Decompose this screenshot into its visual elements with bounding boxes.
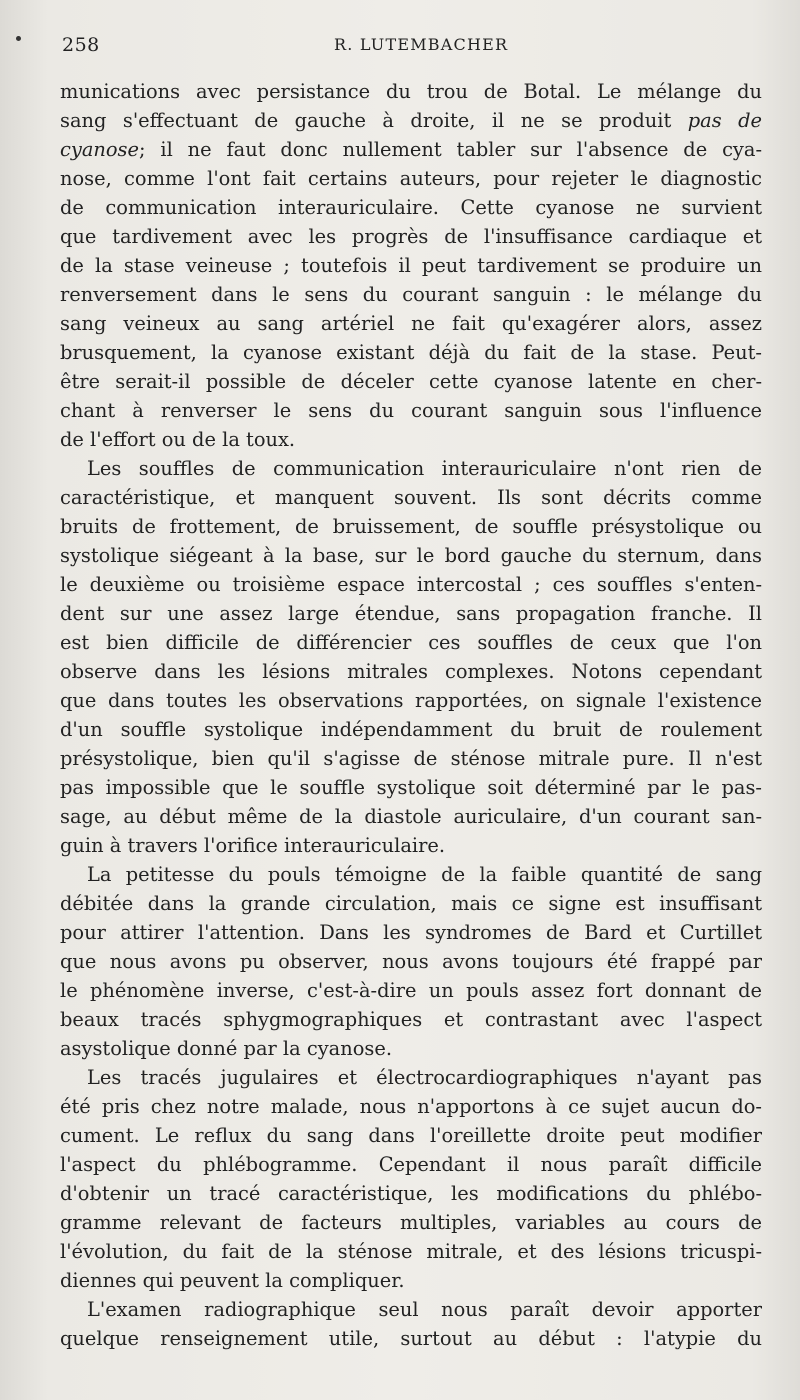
text-line: renversement dans le sens du courant sanguin : le mélange du [60,283,762,306]
text-line: diennes qui peuvent la compliquer. [60,1269,405,1292]
text-line: pas impossible que le souffle systolique soit déterminé par le pas- [60,776,762,799]
text-line: est bien difficile de différencier ces souffles de ceux que l'on [60,631,762,654]
text-line: munications avec persistance du trou de Botal. Le mélange du [60,80,762,103]
text-line: le phénomène inverse, c'est-à-dire un pouls assez fort donnant de [60,979,762,1002]
text-line: L'examen radiographique seul nous paraît devoir apporter [87,1298,762,1321]
text-line: quelque renseignement utile, surtout au début : l'atypie du [60,1327,762,1350]
text-line: présystolique, bien qu'il s'agisse de sténose mitrale pure. Il n'est [60,747,762,770]
text-line: que nous avons pu observer, nous avons toujours été frappé par [60,950,762,973]
text-line: que dans toutes les observations rapportées, on signale l'existence [60,689,762,712]
text-line: être serait-il possible de déceler cette cyanose latente en cher- [60,370,762,393]
text-line: cument. Le reflux du sang dans l'oreillette droite peut modifier [60,1124,762,1147]
text-line: le deuxième ou troisième espace intercostal ; ces souffles s'enten- [60,573,762,596]
text-line: La petitesse du pouls témoigne de la faible quantité de sang [87,863,762,886]
text-line: d'un souffle systolique indépendamment du bruit de roulement [60,718,762,741]
text-line: sage, au début même de la diastole auriculaire, d'un courant san- [60,805,762,828]
text-line: bruits de frottement, de bruissement, de souffle présystolique ou [60,515,762,538]
text-line: que tardivement avec les progrès de l'insuffisance cardiaque et [60,225,762,248]
running-head: R. LUTEMBACHER [334,35,509,54]
text-line: de la stase veineuse ; toutefois il peut tardivement se produire un [60,254,762,277]
text-line: observe dans les lésions mitrales complexes. Notons cependant [60,660,762,683]
text-line: sang s'effectuant de gauche à droite, il ne se produit pas de [60,109,762,132]
text-line: l'évolution, du fait de la sténose mitrale, et des lésions tricuspi- [60,1240,762,1263]
text-line: chant à renverser le sens du courant sanguin sous l'influence [60,399,762,422]
text-line: été pris chez notre malade, nous n'apportons à ce sujet aucun do- [60,1095,762,1118]
text-line: asystolique donné par la cyanose. [60,1037,392,1060]
text-line: dent sur une assez large étendue, sans propagation franche. Il [60,602,762,625]
text-line: guin à travers l'orifice interauriculaire. [60,834,445,857]
page-number: 258 [62,34,100,56]
text-line: débitée dans la grande circulation, mais ce signe est insuffisant [60,892,762,915]
text-line: systolique siégeant à la base, sur le bord gauche du sternum, dans [60,544,762,567]
text-line: brusquement, la cyanose existant déjà du fait de la stase. Peut- [60,341,762,364]
page-header [62,34,762,62]
italic-word: cyanose [60,138,139,161]
text-line: de communication interauriculaire. Cette cyanose ne survient [60,196,762,219]
text-line: d'obtenir un tracé caractéristique, les modifications du phlébo- [60,1182,762,1205]
italic-phrase: pas de [687,109,762,132]
body-text [60,77,762,1353]
text-line: de l'effort ou de la toux. [60,428,296,451]
text-line: nose, comme l'ont fait certains auteurs, pour rejeter le diagnostic [60,167,762,190]
text-line: sang veineux au sang artériel ne fait qu'exagérer alors, assez [60,312,762,335]
text-line: gramme relevant de facteurs multiples, variables au cours de [60,1211,762,1234]
text-line: Les souffles de communication interauriculaire n'ont rien de [87,457,762,480]
text-line: caractéristique, et manquent souvent. Ils sont décrits comme [60,486,762,509]
text-line: beaux tracés sphygmographiques et contrastant avec l'aspect [60,1008,762,1031]
text-line: Les tracés jugulaires et électrocardiographiques n'ayant pas [87,1066,762,1089]
text-line: pour attirer l'attention. Dans les syndromes de Bard et Curtillet [60,921,762,944]
text-line: l'aspect du phlébogramme. Cependant il nous paraît difficile [60,1153,762,1176]
page-speck [16,36,21,41]
text-line: cyanose; il ne faut donc nullement tabler sur l'absence de cya- [60,138,762,161]
